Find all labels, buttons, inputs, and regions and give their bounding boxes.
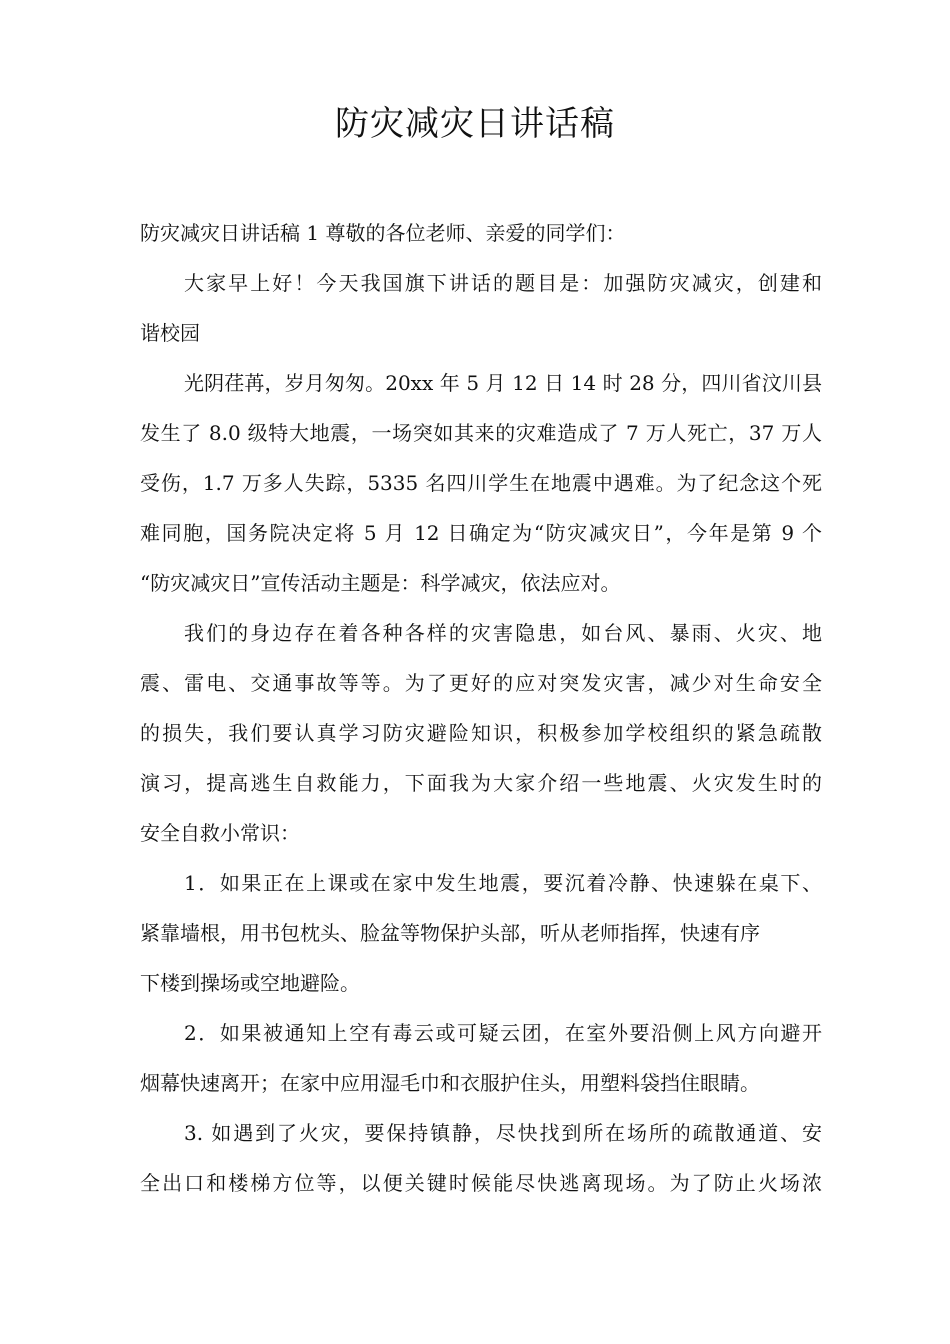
text-line: 演习，提高逃生自救能力，下面我为大家介绍一些地震、火灾发生时的	[140, 771, 822, 795]
text-line: 紧靠墙根，用书包枕头、脸盆等物保护头部，听从老师指挥，快速有序	[140, 921, 760, 945]
text-line: 的损失，我们要认真学习防灾避险知识，积极参加学校组织的紧急疏散	[140, 721, 822, 745]
text-line: 我们的身边存在着各种各样的灾害隐患，如台风、暴雨、火灾、地	[184, 621, 822, 645]
text-line: 谐校园	[140, 321, 200, 345]
text-line: 下楼到操场或空地避险。	[140, 971, 360, 995]
document-body	[140, 208, 822, 1208]
text-line: 1．如果正在上课或在家中发生地震，要沉着冷静、快速躲在桌下、	[184, 871, 822, 895]
text-line: 3. 如遇到了火灾，要保持镇静，尽快找到所在场所的疏散通道、安	[184, 1121, 822, 1145]
text-line: 防灾减灾日讲话稿 1 尊敬的各位老师、亲爱的同学们：	[140, 221, 626, 245]
text-line: 安全自救小常识：	[140, 821, 300, 845]
text-line: 2．如果被通知上空有毒云或可疑云团，在室外要沿侧上风方向避开	[184, 1021, 822, 1045]
text-line: 难同胞，国务院决定将 5 月 12 日确定为“防灾减灾日”，今年是第 9 个	[140, 521, 822, 545]
text-line: 受伤，1.7 万多人失踪，5335 名四川学生在地震中遇难。为了纪念这个死	[140, 471, 822, 495]
text-line: “防灾减灾日”宣传活动主题是：科学减灾，依法应对。	[140, 571, 621, 595]
text-line: 全出口和楼梯方位等，以便关键时候能尽快逃离现场。为了防止火场浓	[140, 1171, 822, 1195]
document-title: 防灾减灾日讲话稿	[335, 104, 615, 144]
text-line: 震、雷电、交通事故等等。为了更好的应对突发灾害，减少对生命安全	[140, 671, 822, 695]
text-line: 发生了 8.0 级特大地震，一场突如其来的灾难造成了 7 万人死亡，37 万人	[140, 421, 822, 445]
text-line: 烟幕快速离开；在家中应用湿毛巾和衣服护住头，用塑料袋挡住眼睛。	[140, 1071, 760, 1095]
text-line: 大家早上好！今天我国旗下讲话的题目是：加强防灾减灾，创建和	[184, 271, 822, 295]
text-line: 光阴荏苒，岁月匆匆。20xx 年 5 月 12 日 14 时 28 分，四川省汶川县	[184, 371, 822, 395]
